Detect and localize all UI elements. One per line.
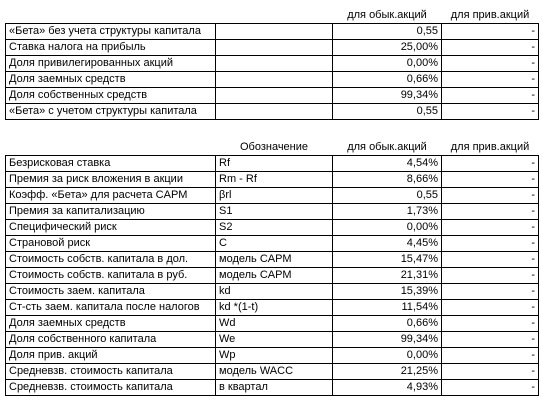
preferred-shares-cell[interactable]: - [442,88,539,104]
symbol-cell[interactable]: We [216,332,333,348]
table-row [6,236,539,252]
common-shares-cell[interactable]: 8,66% [333,172,442,188]
symbol-cell[interactable]: kd *(1-t) [216,300,333,316]
row-label-cell[interactable]: Стоимость собств. капитала в дол. [6,252,216,268]
table-row [6,88,539,104]
row-label-cell[interactable]: Доля прив. акций [6,348,216,364]
preferred-shares-cell[interactable]: - [442,252,539,268]
common-shares-cell[interactable]: 4,54% [333,156,442,172]
preferred-shares-cell[interactable]: - [442,40,539,56]
preferred-shares-cell[interactable]: - [442,380,539,396]
row-label-cell[interactable]: Доля собственных средств [6,88,216,104]
symbol-cell[interactable]: модель WACC [216,364,333,380]
symbol-cell[interactable] [216,56,333,72]
common-shares-cell[interactable]: 25,00% [333,40,442,56]
table-row [6,316,539,332]
row-label-cell[interactable]: Специфический риск [6,220,216,236]
preferred-shares-cell[interactable]: - [442,300,539,316]
common-shares-cell[interactable]: 99,34% [333,332,442,348]
common-shares-cell[interactable]: 4,93% [333,380,442,396]
row-label-cell[interactable]: Страновой риск [6,236,216,252]
header-row [6,8,539,24]
preferred-shares-cell[interactable]: - [442,188,539,204]
symbol-cell[interactable]: S1 [216,204,333,220]
symbol-cell[interactable]: Wp [216,348,333,364]
row-label-cell[interactable]: Стоимость заем. капитала [6,284,216,300]
symbol-cell[interactable]: kd [216,284,333,300]
row-label-cell[interactable]: Премия за капитализацию [6,204,216,220]
common-shares-cell[interactable]: 0,00% [333,220,442,236]
preferred-shares-cell[interactable]: - [442,332,539,348]
preferred-shares-cell[interactable]: - [442,284,539,300]
common-shares-cell[interactable]: 4,45% [333,236,442,252]
symbol-cell[interactable]: модель CAPM [216,252,333,268]
symbol-cell[interactable]: в квартал [216,380,333,396]
row-label-cell[interactable]: Коэфф. «Бета» для расчета CAPM [6,188,216,204]
column-header[interactable]: для прив.акций [442,140,539,156]
preferred-shares-cell[interactable]: - [442,236,539,252]
table-row [6,156,539,172]
table-row [6,56,539,72]
preferred-shares-cell[interactable]: - [442,72,539,88]
column-header[interactable] [216,8,333,24]
table-row [6,204,539,220]
row-label-cell[interactable]: Доля привилегированных акций [6,56,216,72]
column-header[interactable] [6,140,216,156]
common-shares-cell[interactable]: 0,66% [333,316,442,332]
table-row [6,284,539,300]
symbol-cell[interactable]: βrl [216,188,333,204]
table-row [6,348,539,364]
preferred-shares-cell[interactable]: - [442,316,539,332]
spreadsheet [5,8,539,396]
table-row [6,300,539,316]
header-row [6,140,539,156]
table-row [6,188,539,204]
table-row [6,220,539,236]
common-shares-cell[interactable]: 15,47% [333,252,442,268]
beta-table [5,8,539,120]
row-label-cell[interactable]: Средневзв. стоимость капитала [6,364,216,380]
common-shares-cell[interactable]: 99,34% [333,88,442,104]
cost-of-capital-table [5,140,539,396]
table-gap [5,120,539,140]
preferred-shares-cell[interactable]: - [442,172,539,188]
symbol-cell[interactable] [216,104,333,120]
column-header[interactable]: для обык.акций [333,140,442,156]
common-shares-cell[interactable]: 11,54% [333,300,442,316]
table-row [6,72,539,88]
symbol-cell[interactable] [216,72,333,88]
column-header[interactable] [6,8,216,24]
common-shares-cell[interactable]: 0,55 [333,188,442,204]
symbol-cell[interactable]: Rf [216,156,333,172]
row-label-cell[interactable]: Премия за риск вложения в акции [6,172,216,188]
symbol-cell[interactable]: S2 [216,220,333,236]
preferred-shares-cell[interactable]: - [442,220,539,236]
preferred-shares-cell[interactable]: - [442,268,539,284]
common-shares-cell[interactable]: 0,00% [333,56,442,72]
table-row [6,252,539,268]
common-shares-cell[interactable]: 15,39% [333,284,442,300]
symbol-cell[interactable] [216,40,333,56]
table-row [6,24,539,40]
row-label-cell[interactable]: Ставка налога на прибыль [6,40,216,56]
row-label-cell[interactable]: Доля заемных средств [6,72,216,88]
table-row [6,104,539,120]
table-row [6,40,539,56]
symbol-cell[interactable]: Wd [216,316,333,332]
row-label-cell[interactable]: Безрисковая ставка [6,156,216,172]
row-label-cell[interactable]: Стоимость собств. капитала в руб. [6,268,216,284]
common-shares-cell[interactable]: 0,00% [333,348,442,364]
symbol-cell[interactable] [216,88,333,104]
preferred-shares-cell[interactable]: - [442,204,539,220]
common-shares-cell[interactable]: 0,66% [333,72,442,88]
preferred-shares-cell[interactable]: - [442,156,539,172]
preferred-shares-cell[interactable]: - [442,348,539,364]
table-row [6,364,539,380]
row-label-cell[interactable]: Средневзв. стоимость капитала [6,380,216,396]
table-row [6,268,539,284]
preferred-shares-cell[interactable]: - [442,56,539,72]
row-label-cell[interactable]: Доля собственного капитала [6,332,216,348]
row-label-cell[interactable]: «Бета» без учета структуры капитала [6,24,216,40]
preferred-shares-cell[interactable]: - [442,104,539,120]
column-header[interactable]: Обозначение [216,140,333,156]
table-row [6,380,539,396]
symbol-cell[interactable]: Rm - Rf [216,172,333,188]
common-shares-cell[interactable]: 0,55 [333,24,442,40]
column-header[interactable]: для обык.акций [333,8,442,24]
row-label-cell[interactable]: Доля заемных средств [6,316,216,332]
column-header[interactable]: для прив.акций [442,8,539,24]
symbol-cell[interactable]: модель CAPM [216,268,333,284]
table-row [6,332,539,348]
common-shares-cell[interactable]: 21,25% [333,364,442,380]
row-label-cell[interactable]: «Бета» с учетом структуры капитала [6,104,216,120]
preferred-shares-cell[interactable]: - [442,24,539,40]
common-shares-cell[interactable]: 0,55 [333,104,442,120]
common-shares-cell[interactable]: 1,73% [333,204,442,220]
preferred-shares-cell[interactable]: - [442,364,539,380]
common-shares-cell[interactable]: 21,31% [333,268,442,284]
table-row [6,172,539,188]
symbol-cell[interactable] [216,24,333,40]
row-label-cell[interactable]: Ст-сть заем. капитала после налогов [6,300,216,316]
symbol-cell[interactable]: C [216,236,333,252]
